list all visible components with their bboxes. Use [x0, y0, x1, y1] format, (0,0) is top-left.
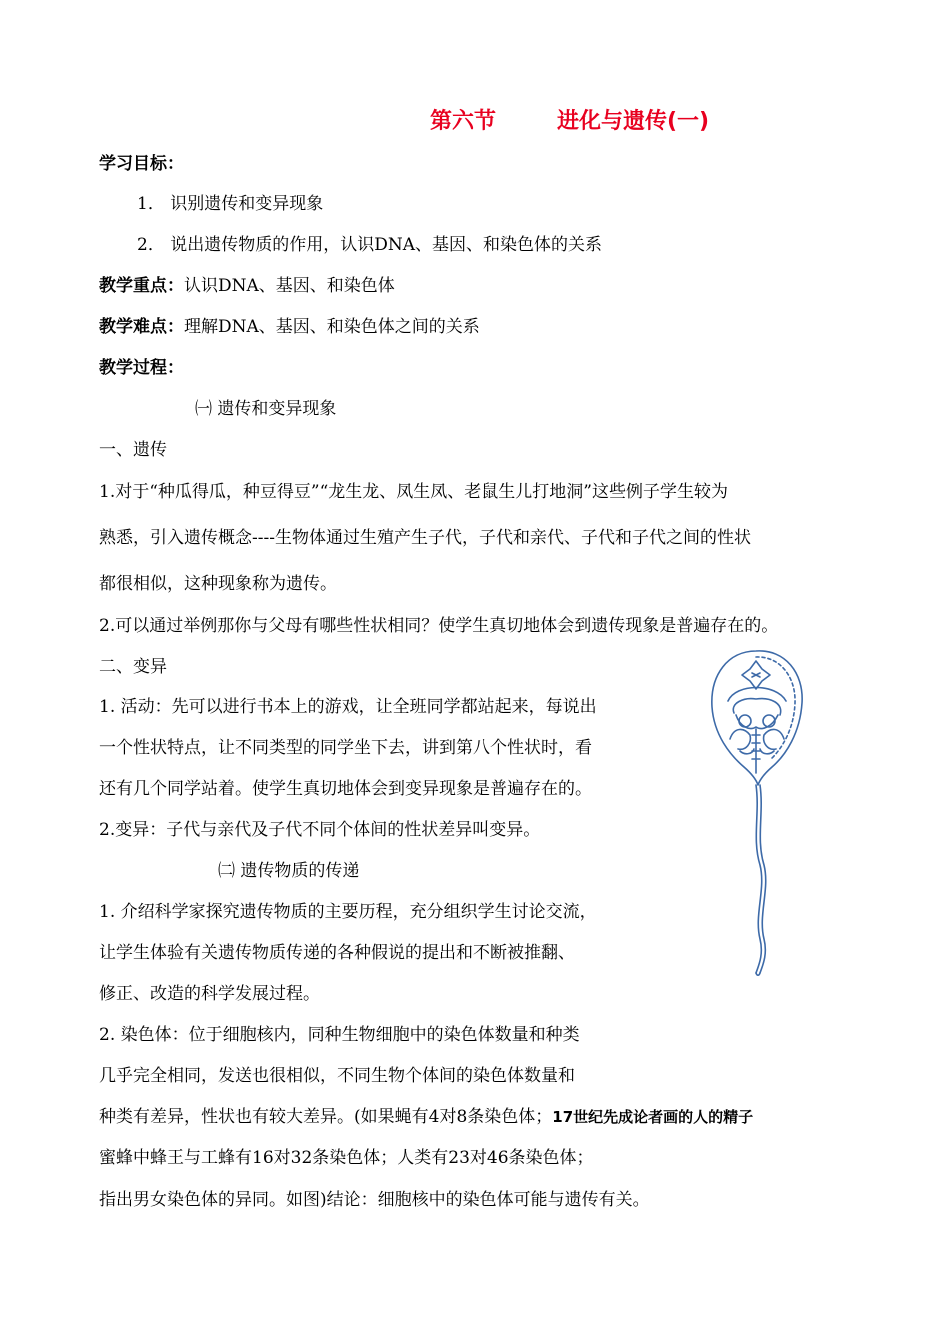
- page-title: 进化与遗传(一): [557, 109, 710, 134]
- figure-caption: 17世纪先成论者画的人的精子: [552, 1108, 754, 1126]
- process-label: 教学过程：: [99, 358, 184, 378]
- part2-heading: ㈡ 遗传物质的传递: [218, 861, 360, 881]
- difficulty-label: 教学难点：: [99, 317, 184, 337]
- chromosome-line5: 指出男女染色体的异同。如图)结论：细胞核中的染色体可能与遗传有关。: [99, 1190, 650, 1210]
- transfer-p1-line3: 修正、改造的科学发展过程。: [99, 984, 320, 1004]
- heredity-p2: 2.可以通过举例那你与父母有哪些性状相同？使学生真切地体会到遗传现象是普遍存在的。: [99, 616, 779, 636]
- variation-p1-line2: 一个性状特点，让不同类型的同学坐下去，讲到第八个性状时，看: [99, 738, 592, 758]
- chromosome-line1: 2. 染色体：位于细胞核内，同种生物细胞中的染色体数量和种类: [99, 1025, 580, 1045]
- heredity-heading: 一、遗传: [99, 440, 167, 460]
- transfer-p1-line1: 1. 介绍科学家探究遗传物质的主要历程，充分组织学生讨论交流，: [99, 902, 597, 922]
- key-point-text: 认识DNA、基因、和染色体: [184, 276, 395, 296]
- key-point: [99, 275, 395, 297]
- variation-p1-line3: 还有几个同学站着。使学生真切地体会到变异现象是普遍存在的。: [99, 779, 592, 799]
- transfer-p1-line2: 让学生体验有关遗传物质传递的各种假说的提出和不断被推翻、: [99, 943, 575, 963]
- objective-item-2: 2． 说出遗传物质的作用，认识DNA、基因、和染色体的关系: [137, 235, 603, 255]
- objectives-label: 学习目标：: [99, 154, 184, 174]
- objective-item-1: 1． 识别遗传和变异现象: [137, 194, 324, 214]
- section-number: 第六节: [430, 109, 497, 134]
- chromosome-line3-text: 种类有差异，性状也有较大差异。(如果蝇有4对8条染色体；: [99, 1107, 553, 1127]
- part1-heading: ㈠ 遗传和变异现象: [195, 399, 337, 419]
- chromosome-line4: 蜜蜂中蜂王与工蜂有16对32条染色体；人类有23对46条染色体；: [99, 1148, 594, 1168]
- chromosome-line2: 几乎完全相同，发送也很相似，不同生物个体间的染色体数量和: [99, 1066, 575, 1086]
- heredity-p1-line2: 熟悉，引入遗传概念----生物体通过生殖产生子代，子代和亲代、子代和子代之间的性状: [99, 528, 751, 548]
- variation-heading: 二、变异: [99, 657, 167, 677]
- variation-p1-line1: 1. 活动：先可以进行书本上的游戏，让全班同学都站起来，每说出: [99, 697, 597, 717]
- sperm-homunculus-illustration: [700, 643, 810, 978]
- variation-p2: 2.变异：子代与亲代及子代不同个体间的性状差异叫变异。: [99, 820, 541, 840]
- chromosome-line3: [99, 1106, 753, 1128]
- key-point-label: 教学重点：: [99, 276, 184, 296]
- difficulty-text: 理解DNA、基因、和染色体之间的关系: [184, 317, 480, 337]
- heredity-p1-line1: 1.对于“种瓜得瓜，种豆得豆”“龙生龙、凤生凤、老鼠生儿打地洞”这些例子学生较为: [99, 482, 728, 502]
- difficulty: [99, 316, 480, 338]
- heredity-p1-line3: 都很相似，这种现象称为遗传。: [99, 574, 337, 594]
